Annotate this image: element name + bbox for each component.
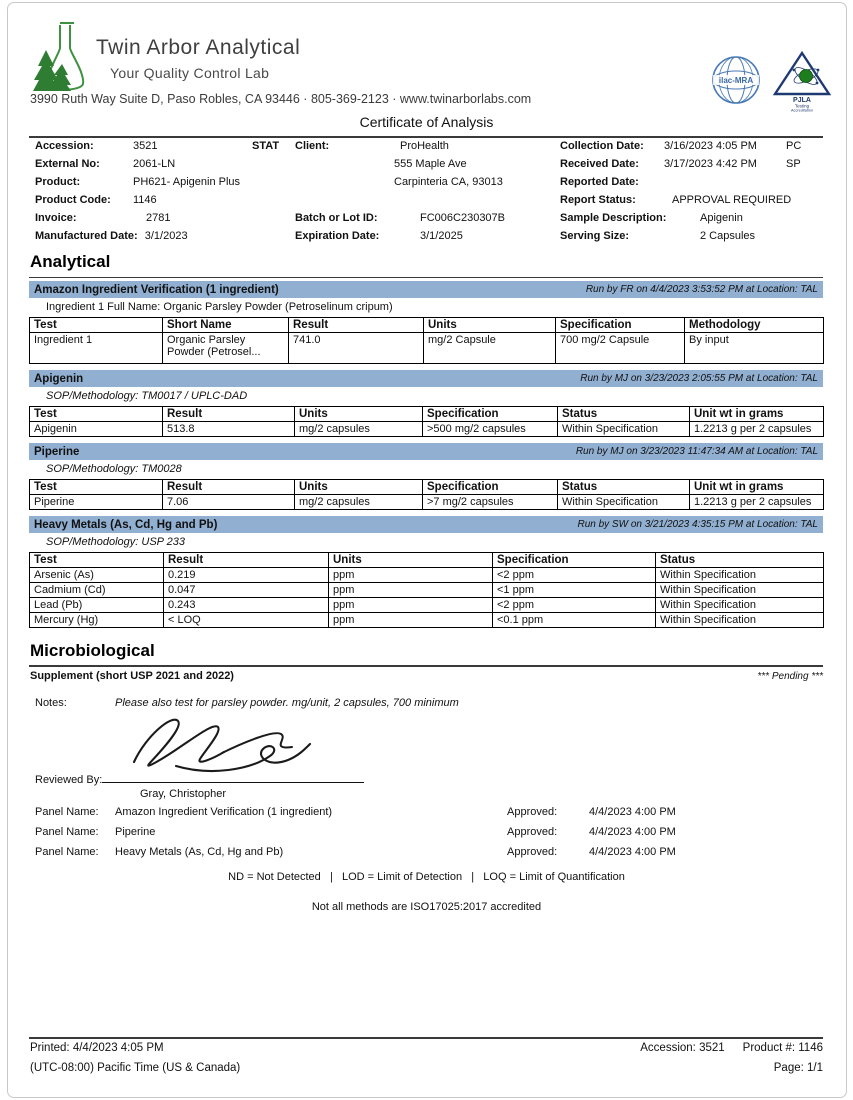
title-rule <box>29 136 823 138</box>
table-cell: Piperine <box>30 495 163 510</box>
pending-status: *** Pending *** <box>757 671 823 682</box>
table-cell: Within Specification <box>656 568 824 583</box>
client-label: Client: <box>295 140 330 152</box>
footer-ids-row <box>560 1042 823 1054</box>
table-cell: 1.2213 g per 2 capsules <box>690 495 824 510</box>
amazon-verification-table <box>29 317 824 364</box>
panel-title: Apigenin <box>34 372 84 385</box>
notes-text: Please also test for parsley powder. mg/unit, 2 capsules, 700 minimum <box>115 697 459 709</box>
panel-name-label: Panel Name: <box>35 826 99 838</box>
table-header-row <box>30 553 824 568</box>
manufactured-date-label: Manufactured Date: <box>35 230 138 242</box>
approved-datetime: 4/4/2023 4:00 PM <box>589 846 676 858</box>
column-header: Units <box>295 480 423 495</box>
table-cell: By input <box>685 333 824 364</box>
external-no-label: External No: <box>35 158 100 170</box>
column-header: Specification <box>423 480 558 495</box>
panel-name-label: Panel Name: <box>35 846 99 858</box>
column-header: Specification <box>556 318 685 333</box>
column-header: Status <box>558 480 690 495</box>
company-logo-flask-trees-icon <box>28 20 92 97</box>
product-code-value: 1146 <box>133 194 157 206</box>
table-cell: <2 ppm <box>493 598 656 613</box>
microbiological-rule <box>29 665 823 667</box>
panel-title: Amazon Ingredient Verification (1 ingredient) <box>34 283 279 296</box>
invoice-label: Invoice: <box>35 212 77 224</box>
panel-banner-heavy-metals <box>29 516 823 533</box>
table-cell: 0.047 <box>164 583 329 598</box>
received-date-label: Received Date: <box>560 158 639 170</box>
table-cell: Within Specification <box>558 495 690 510</box>
manufactured-date-row <box>35 230 188 242</box>
table-cell: 0.243 <box>164 598 329 613</box>
column-header: Result <box>163 480 295 495</box>
panel-name-value: Heavy Metals (As, Cd, Hg and Pb) <box>115 846 284 858</box>
batch-value: FC006C230307B <box>420 212 506 224</box>
panel-name-label: Panel Name: <box>35 806 99 818</box>
table-cell: >500 mg/2 capsules <box>423 422 558 437</box>
supplement-panel-title: Supplement (short USP 2021 and 2022) <box>30 670 234 682</box>
table-cell: 700 mg/2 Capsule <box>556 333 685 364</box>
table-cell: mg/2 capsules <box>295 495 423 510</box>
table-cell: < LOQ <box>164 613 329 628</box>
column-header: Result <box>289 318 424 333</box>
table-row <box>30 613 824 628</box>
approved-label: Approved: <box>507 806 558 818</box>
client-name: ProHealth <box>400 140 449 152</box>
table-cell: Within Specification <box>558 422 690 437</box>
table-cell: >7 mg/2 capsules <box>423 495 558 510</box>
column-header: Short Name <box>163 318 289 333</box>
serving-size-label: Serving Size: <box>560 230 630 242</box>
analytical-heading: Analytical <box>30 252 111 271</box>
table-cell: ppm <box>329 613 493 628</box>
collection-date-value: 3/16/2023 4:05 PM <box>664 140 757 152</box>
table-cell: Ingredient 1 <box>30 333 163 364</box>
column-header: Result <box>164 553 329 568</box>
reviewed-by-row <box>35 770 364 786</box>
manufactured-date-value: 3/1/2023 <box>144 230 188 242</box>
client-address-line2: Carpinteria CA, 93013 <box>394 176 503 188</box>
column-header: Specification <box>493 553 656 568</box>
table-row <box>30 598 824 613</box>
sop-methodology-line: SOP/Methodology: USP 233 <box>46 536 186 548</box>
iso-accreditation-note: Not all methods are ISO17025:2017 accredited <box>311 901 542 913</box>
table-header-row <box>30 480 824 495</box>
table-cell: 0.219 <box>164 568 329 583</box>
panel-title: Heavy Metals (As, Cd, Hg and Pb) <box>34 518 218 531</box>
batch-label: Batch or Lot ID: <box>295 212 378 224</box>
table-cell: <1 ppm <box>493 583 656 598</box>
document-title: Certificate of Analysis <box>359 114 494 130</box>
table-cell: 513.8 <box>163 422 295 437</box>
column-header: Unit wt in grams <box>690 480 824 495</box>
client-address-line1: 555 Maple Ave <box>394 158 467 170</box>
heavy-metals-table <box>29 552 824 628</box>
printed-timezone: (UTC-08:00) Pacific Time (US & Canada) <box>30 1062 241 1074</box>
sample-info-block <box>0 140 853 250</box>
table-cell: mg/2 Capsule <box>424 333 556 364</box>
sample-description-label: Sample Description: <box>560 212 667 224</box>
invoice-value: 2781 <box>146 212 171 224</box>
footer-accession: Accession: 3521 <box>640 1042 725 1054</box>
company-name: Twin Arbor Analytical <box>96 36 301 59</box>
footer-rule <box>29 1037 823 1039</box>
table-row <box>30 422 824 437</box>
column-header: Test <box>30 553 164 568</box>
table-cell: 1.2213 g per 2 capsules <box>690 422 824 437</box>
analytical-rule <box>29 277 823 278</box>
microbiological-heading: Microbiological <box>30 641 155 660</box>
column-header: Units <box>329 553 493 568</box>
notes-label: Notes: <box>35 697 67 709</box>
stat-flag: STAT <box>252 140 280 152</box>
footer-product-number: Product #: 1146 <box>742 1042 823 1054</box>
collection-initials: PC <box>786 140 802 152</box>
table-cell: ppm <box>329 583 493 598</box>
column-header: Test <box>30 318 163 333</box>
table-cell: Arsenic (As) <box>30 568 164 583</box>
pjla-badge-sub2: Accreditation <box>791 108 813 112</box>
table-cell: 741.0 <box>289 333 424 364</box>
sop-methodology-line: SOP/Methodology: TM0028 <box>46 463 182 475</box>
table-cell: Within Specification <box>656 598 824 613</box>
table-cell: Mercury (Hg) <box>30 613 164 628</box>
panel-name-value: Piperine <box>115 826 156 838</box>
table-row <box>30 333 824 364</box>
table-row <box>30 568 824 583</box>
column-header: Unit wt in grams <box>690 407 824 422</box>
table-cell: Cadmium (Cd) <box>30 583 164 598</box>
piperine-table <box>29 479 824 510</box>
table-cell: Apigenin <box>30 422 163 437</box>
pjla-badge-sub1: Testing <box>794 103 810 109</box>
panel-name-value: Amazon Ingredient Verification (1 ingredient) <box>115 806 333 818</box>
printed-datetime: Printed: 4/4/2023 4:05 PM <box>30 1042 164 1054</box>
column-header: Specification <box>423 407 558 422</box>
company-address: 3990 Ruth Way Suite D, Paso Robles, CA 93446 · 805-369-2123 · www.twinarborlabs.com <box>30 92 532 106</box>
panel-banner-piperine <box>29 443 823 460</box>
panel-title: Piperine <box>34 445 80 458</box>
approved-label: Approved: <box>507 846 558 858</box>
ingredient-fullname-line: Ingredient 1 Full Name: Organic Parsley Powder (Petroselinum cripum) <box>46 301 393 313</box>
table-cell: ppm <box>329 568 493 583</box>
approved-datetime: 4/4/2023 4:00 PM <box>589 826 676 838</box>
panel-run-by: Run by MJ on 3/23/2023 2:05:55 PM at Location: TAL <box>580 373 818 384</box>
column-header: Status <box>558 407 690 422</box>
signature-line <box>102 770 364 783</box>
expiration-value: 3/1/2025 <box>420 230 463 242</box>
product-label: Product: <box>35 176 81 188</box>
column-header: Units <box>295 407 423 422</box>
panel-run-by: Run by MJ on 3/23/2023 11:47:34 AM at Location: TAL <box>575 446 818 457</box>
column-header: Status <box>656 553 824 568</box>
table-cell: Organic Parsley Powder (Petrosel... <box>163 333 289 364</box>
serving-size-value: 2 Capsules <box>700 230 756 242</box>
footer-page-number: Page: 1/1 <box>773 1062 823 1074</box>
apigenin-table <box>29 406 824 437</box>
received-initials: SP <box>786 158 801 170</box>
column-header: Units <box>424 318 556 333</box>
panel-banner-apigenin <box>29 370 823 387</box>
ilac-mra-badge-icon <box>710 54 762 109</box>
reviewed-by-label: Reviewed By: <box>35 774 103 786</box>
table-cell: 7.06 <box>163 495 295 510</box>
expiration-label: Expiration Date: <box>295 230 380 242</box>
column-header: Test <box>30 480 163 495</box>
table-header-row <box>30 407 824 422</box>
column-header: Test <box>30 407 163 422</box>
table-cell: ppm <box>329 598 493 613</box>
table-cell: Within Specification <box>656 583 824 598</box>
ilac-badge-text: ilac-MRA <box>718 76 754 85</box>
column-header: Methodology <box>685 318 824 333</box>
product-value: PH621- Apigenin Plus <box>133 176 241 188</box>
approved-datetime: 4/4/2023 4:00 PM <box>589 806 676 818</box>
collection-date-label: Collection Date: <box>560 140 644 152</box>
external-no-value: 2061-LN <box>133 158 176 170</box>
table-cell: Lead (Pb) <box>30 598 164 613</box>
pjla-badge-icon <box>772 50 832 115</box>
pjla-badge-name: PJLA <box>793 97 811 104</box>
panel-run-by: Run by FR on 4/4/2023 3:53:52 PM at Location: TAL <box>585 284 818 295</box>
company-tagline: Your Quality Control Lab <box>110 65 270 81</box>
table-cell: mg/2 capsules <box>295 422 423 437</box>
accession-label: Accession: <box>35 140 94 152</box>
column-header: Result <box>163 407 295 422</box>
received-date-value: 3/17/2023 4:42 PM <box>664 158 757 170</box>
reported-date-label: Reported Date: <box>560 176 639 188</box>
report-status-value: APPROVAL REQUIRED <box>672 194 792 206</box>
panel-banner-amazon <box>29 281 823 298</box>
sample-description-value: Apigenin <box>700 212 743 224</box>
panel-run-by: Run by SW on 3/21/2023 4:35:15 PM at Location: TAL <box>577 519 818 530</box>
accession-value: 3521 <box>133 140 158 152</box>
table-cell: <2 ppm <box>493 568 656 583</box>
table-header-row <box>30 318 824 333</box>
table-cell: <0.1 ppm <box>493 613 656 628</box>
approved-label: Approved: <box>507 826 558 838</box>
product-code-label: Product Code: <box>35 194 111 206</box>
table-row <box>30 583 824 598</box>
abbreviation-legend: ND = Not Detected | LOD = Limit of Detection | LOQ = Limit of Quantification <box>228 871 625 883</box>
table-row <box>30 495 824 510</box>
table-cell: Within Specification <box>656 613 824 628</box>
reviewer-name: Gray, Christopher <box>140 788 226 800</box>
report-status-label: Report Status: <box>560 194 636 206</box>
sop-methodology-line: SOP/Methodology: TM0017 / UPLC-DAD <box>46 390 248 402</box>
